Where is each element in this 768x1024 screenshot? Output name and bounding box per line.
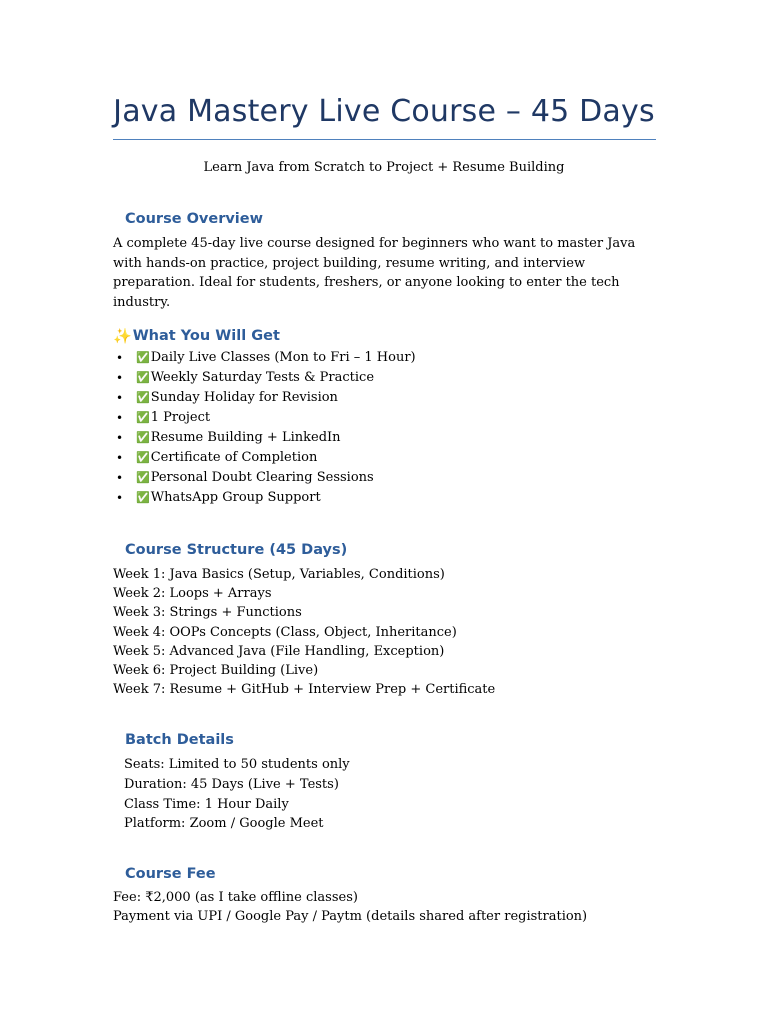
week-line: Week 7: Resume + GitHub + Interview Prep + Certificate	[113, 682, 496, 698]
fee-heading: Course Fee	[125, 866, 216, 882]
week-line: Week 6: Project Building (Live)	[113, 662, 319, 678]
list-item	[113, 348, 416, 368]
title-underline	[113, 139, 656, 140]
week-line: Week 4: OOPs Concepts (Class, Object, Inheritance)	[113, 624, 457, 640]
check-icon: ✅	[136, 411, 150, 424]
bullet-icon: •	[116, 391, 124, 405]
get-heading-label: What You Will Get	[132, 328, 280, 344]
list-item-label: Resume Building + LinkedIn	[150, 430, 341, 445]
batch-line: Platform: Zoom / Google Meet	[124, 816, 324, 832]
list-item-label: Sunday Holiday for Revision	[150, 390, 338, 405]
bullet-icon: •	[116, 351, 124, 365]
bullet-icon: •	[116, 371, 124, 385]
check-icon: ✅	[136, 391, 150, 404]
list-item-label: Certificate of Completion	[150, 450, 318, 465]
list-item	[113, 448, 416, 468]
list-item-label: Daily Live Classes (Mon to Fri – 1 Hour)	[150, 350, 416, 365]
week-line: Week 3: Strings + Functions	[113, 605, 302, 621]
fee-line: Fee: ₹2,000 (as I take offline classes)	[113, 890, 358, 905]
list-item	[113, 428, 416, 448]
list-item	[113, 368, 416, 388]
document-subtitle: Learn Java from Scratch to Project + Resume Building	[203, 160, 565, 175]
fee-list	[113, 888, 587, 926]
bullet-icon: •	[116, 491, 124, 505]
check-icon: ✅	[136, 431, 150, 444]
week-line: Week 5: Advanced Java (File Handling, Exception)	[113, 643, 445, 659]
check-icon: ✅	[136, 451, 150, 464]
week-line: Week 1: Java Basics (Setup, Variables, Conditions)	[113, 567, 445, 582]
list-item	[113, 408, 416, 428]
bullet-icon: •	[116, 431, 124, 445]
batch-heading: Batch Details	[125, 732, 234, 748]
check-icon: ✅	[136, 351, 150, 364]
batch-line: Class Time: 1 Hour Daily	[124, 796, 289, 812]
overview-heading: Course Overview	[125, 211, 264, 227]
fee-line: Payment via UPI / Google Pay / Paytm (details shared after registration)	[113, 909, 588, 925]
list-item	[113, 468, 416, 488]
document-title: Java Mastery Live Course – 45 Days	[113, 94, 655, 129]
structure-list	[113, 565, 495, 699]
bullet-icon: •	[116, 411, 124, 425]
get-heading	[113, 326, 280, 344]
batch-line: Seats: Limited to 50 students only	[124, 757, 350, 772]
week-line: Week 2: Loops + Arrays	[113, 586, 272, 602]
batch-list	[124, 755, 350, 834]
list-item	[113, 388, 416, 408]
batch-line: Duration: 45 Days (Live + Tests)	[124, 776, 339, 792]
list-item-label: Weekly Saturday Tests & Practice	[150, 370, 375, 385]
check-icon: ✅	[136, 371, 150, 384]
get-list	[113, 348, 416, 508]
check-icon: ✅	[136, 491, 150, 504]
list-item	[113, 488, 416, 508]
overview-paragraph: A complete 45-day live course designed for beginners who want to master Java with hands-on practice, project building, resume writing, and interview preparation. Ideal for students, freshers, or anyone looking to enter the tech industry.	[113, 236, 636, 310]
list-item-label: WhatsApp Group Support	[150, 490, 321, 505]
check-icon: ✅	[136, 471, 150, 484]
list-item-label: Personal Doubt Clearing Sessions	[150, 470, 374, 485]
structure-heading: Course Structure (45 Days)	[125, 542, 348, 558]
bullet-icon: •	[116, 451, 124, 465]
list-item-label: 1 Project	[150, 410, 211, 425]
sparkle-icon: ✨	[113, 327, 132, 345]
bullet-icon: •	[116, 471, 124, 485]
